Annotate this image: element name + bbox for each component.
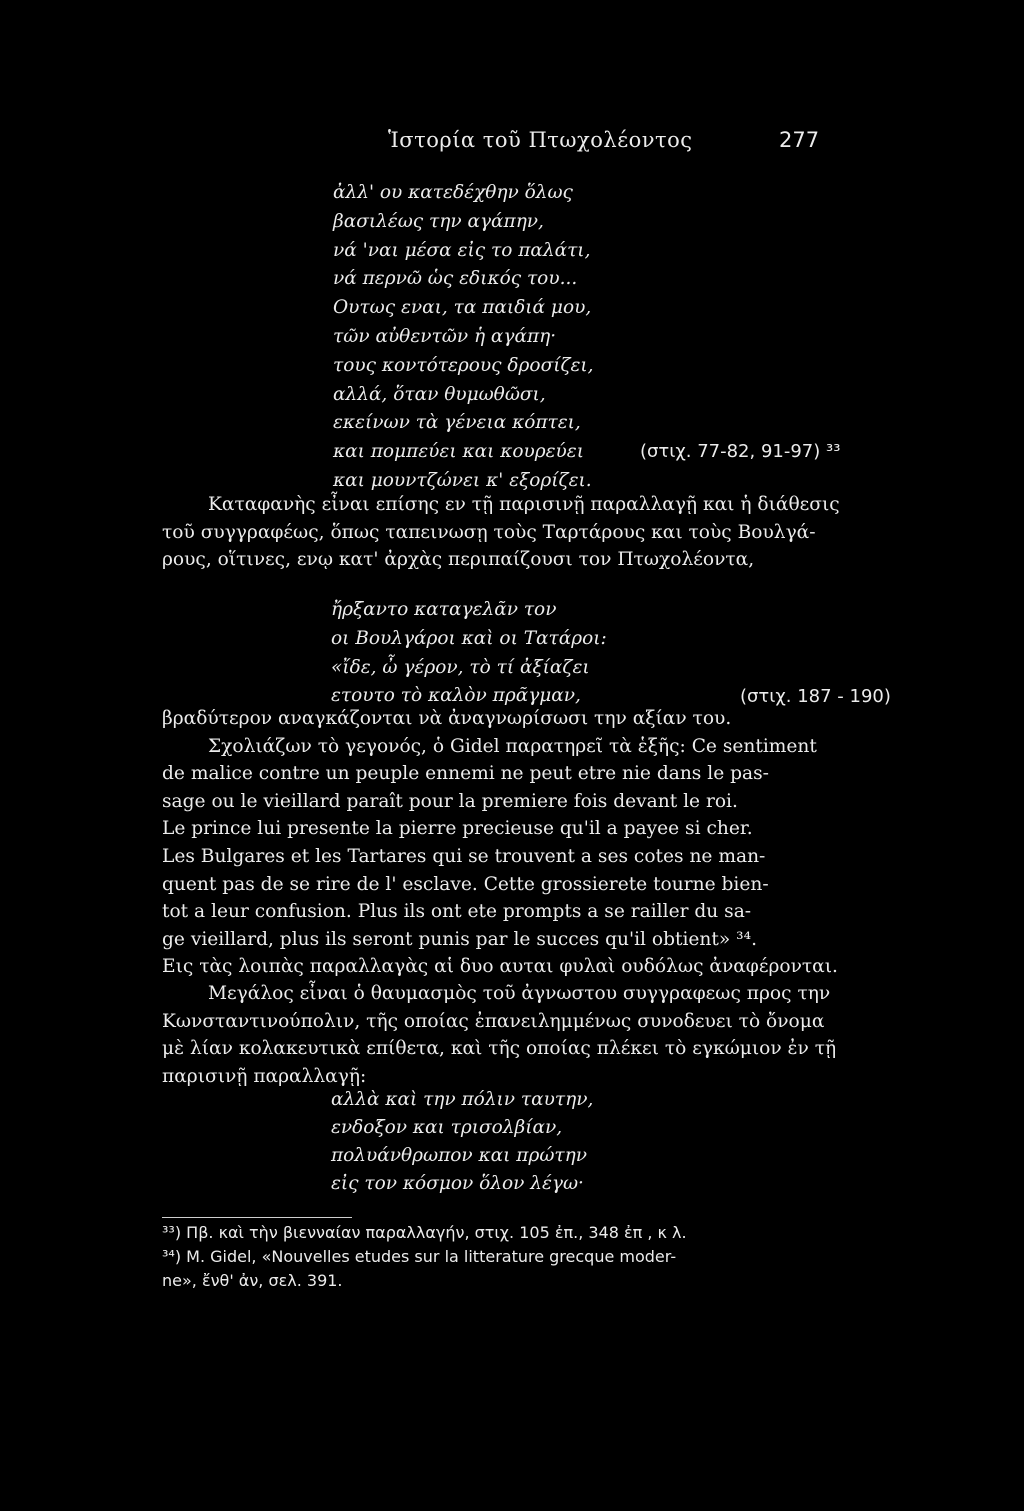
verse-quote-2 (331, 596, 891, 711)
verse-line: πολυάνθρωπον και πρώτην (331, 1145, 587, 1166)
text-line: βραδύτερον αναγκάζονται νὰ ἀναγνωρίσωσι την αξίαν του. (162, 708, 732, 729)
verse-reference: (στιχ. 77-82, 91-97) ³³ (640, 441, 841, 462)
verse-line: Ουτως εναι, τα παιδιά μου, (333, 297, 592, 319)
verse-quote-1 (333, 179, 841, 496)
verse-line: νά 'ναι μέσα εἰς το παλάτι, (333, 239, 591, 261)
paragraph (162, 980, 837, 1090)
text-line: Les Bulgares et les Tartares qui se trouvent a ses cotes ne man- (162, 845, 766, 867)
text-line: Εις τὰς λοιπὰς παραλλαγὰς αἱ δυο αυται φυλαὶ ουδόλως ἀναφέρονται. (162, 956, 838, 978)
text-line: ρους, οἵτινες, ενῳ κατ' ἀρχὰς περιπαίζουσι τον Πτωχολέοντα, (162, 549, 755, 571)
verse-line: ετουτο τὸ καλὸν πρᾶγμαν, (331, 685, 581, 707)
verse-line: οι Βουλγάροι καὶ οι Τατάροι: (331, 627, 607, 649)
text-line: ge vieillard, plus ils seront punis par le succes qu'il obtient» ³⁴. (162, 928, 757, 950)
text-line: tot a leur confusion. Plus ils ont ete prompts a se railler du sa- (162, 901, 752, 923)
footnote: ne», ἔνθ' ἀν, σελ. 391. (162, 1271, 343, 1290)
verse-line: νά περνῶ ὡς εδικός του... (333, 268, 578, 290)
verse-line: ἀλλ' ου κατεδέχθην ὅλως (333, 182, 573, 203)
verse-quote-3 (331, 1086, 593, 1198)
verse-line: εκείνων τὰ γένεια κόπτει, (333, 412, 581, 434)
verse-line: αλλὰ καὶ την πόλιν ταυτην, (331, 1089, 594, 1110)
verse-line: και μουντζώνει κ' εξορίζει. (333, 469, 592, 491)
verse-line: τῶν αὐθεντῶν ἡ αγάπη· (333, 325, 557, 347)
running-header (0, 128, 1024, 160)
verse-reference: (στιχ. 187 - 190) (740, 686, 891, 707)
text-line: τοῦ συγγραφέως, ὅπως ταπεινωσῃ τοὺς Ταρτάρους και τοὺς Βουλγά- (162, 521, 816, 543)
verse-line: αλλά, ὅταν θυμωθῶσι, (333, 383, 546, 405)
text-line: Μεγάλος εἶναι ὁ θαυμασμὸς τοῦ ἀγνωστου συγγραφεως προς την (208, 983, 831, 1004)
text-line: παρισινῇ παραλλαγῇ: (162, 1065, 367, 1087)
text-line: quent pas de se rire de l' esclave. Cette grossierete tourne bien- (162, 873, 769, 895)
verse-line: και πομπεύει και κουρεύει (333, 441, 584, 463)
text-line: Le prince lui presente la pierre precieuse qu'il a payee si cher. (162, 818, 753, 840)
text-line: μὲ λίαν κολακευτικὰ επίθετα, καὶ τῆς οποίας πλέκει τὸ εγκώμιον ἐν τῇ (162, 1038, 837, 1060)
verse-line: ενδοξον και τρισολβίαν, (331, 1117, 563, 1138)
verse-line: βασιλέως την αγάπην, (333, 210, 544, 232)
verse-line: ἤρξαντο καταγελᾶν τον (331, 599, 557, 620)
header-title: Ἱστορία τοῦ Πτωχολέοντος (388, 128, 693, 152)
text-line: Σχολιάζων τὸ γεγονός, ὁ Gidel παρατηρεῖ τὰ ἑξῆς: Ce sentiment (208, 735, 817, 757)
verse-line: «ἴδε, ὦ γέρον, τὸ τί ἀξίαζει (331, 656, 590, 678)
footnote: ³³) Πβ. καὶ τὴν βιενναίαν παραλλαγήν, στιχ. 105 ἐπ., 348 ἐπ , κ λ. (162, 1223, 687, 1242)
text-line: Κωνσταντινούπολιν, τῆς οποίας ἐπανειλημμένως συνοδευει τὸ ὄνομα (162, 1010, 825, 1032)
footnotes (162, 1221, 817, 1293)
verse-line: τους κοντότερους δροσίζει, (333, 354, 594, 376)
footnote-divider (162, 1217, 352, 1218)
footnote: ³⁴) M. Gidel, «Nouvelles etudes sur la litterature grecque moder- (162, 1247, 677, 1266)
paragraph (162, 491, 840, 574)
page-number: 277 (779, 128, 820, 152)
verse-line: εἰς τον κόσμον ὅλον λέγω· (331, 1173, 584, 1194)
paragraph (162, 705, 838, 981)
text-line: sage ou le vieillard paraît pour la premiere fois devant le roi. (162, 790, 738, 812)
text-line: de malice contre un peuple ennemi ne peut etre nie dans le pas- (162, 763, 769, 785)
text-line: Καταφανὴς εἶναι επίσης εν τῇ παρισινῇ παραλλαγῇ και ἡ διάθεσις (208, 494, 840, 515)
